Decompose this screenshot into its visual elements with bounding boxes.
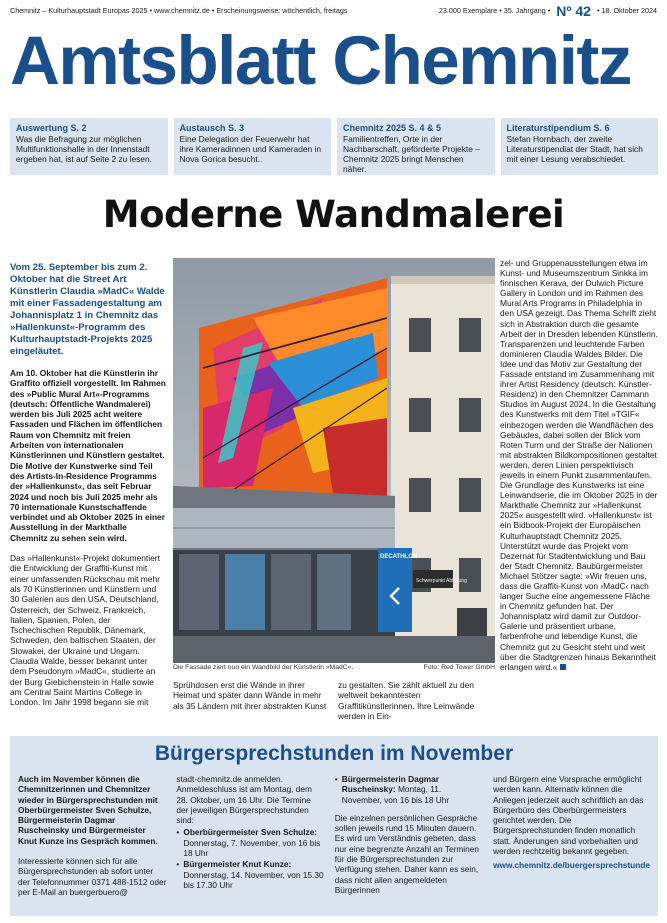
article-left-column [10, 262, 166, 708]
article-body-mid-2: zu gestalten. Sie zählt aktuell zu den weltweit bekanntesten Graffitikünstlerinnen. Ihre Leinwände werden in Ein- [338, 680, 475, 721]
top-info-right [438, 3, 657, 22]
citizen-hours-columns [18, 774, 650, 910]
top-info-left: Chemnitz – Kulturhauptstadt Europas 2025 • www.chemnitz.de • Erscheinungsweise: wöchentlich, freitags [10, 6, 348, 15]
copies-info: 23.000 Exemplare • 35. Jahrgang • [438, 6, 551, 15]
box-column-4 [493, 774, 650, 910]
box-intro: Auch im November können die Chemnitzerinnen und Chemnitzer wieder in Bürgersprechstunden mit Oberbürgermeister Sven Schulze, Bürgermeisterin Dagmar Ruscheinsky und Bürgermeister Knut Kunze ins Gespräch kommen. [18, 774, 158, 846]
box-text-2: stadt-chemnitz.de anmelden. Anmeldeschluss ist am Montag, dem 28. Oktober, um 16 Uhr. Die Termine der jeweiligen Bürgersprechstunden sind: [176, 774, 312, 826]
appointment-list [335, 774, 483, 805]
citizen-hours-link[interactable]: www.chemnitz.de/buergersprechstunde [493, 860, 650, 871]
box-column-3 [335, 774, 483, 910]
issue-number: Nº 42 [556, 3, 591, 19]
teaser-heading: Literaturstipendium S. 6 [506, 123, 610, 133]
masthead-title: Amtsblatt Chemnitz [10, 22, 631, 99]
teaser-text: Stefan Hornbach, der zweite Literaturstipendiat der Stadt, hat sich mit einer Lesung verabschiedet. [506, 134, 643, 164]
caption-text: Die Fassade ziert nun ein Wandbild der Künstlerin »MadC«. [173, 664, 354, 671]
article-lead: Vom 25. September bis zum 2. Oktober hat die Street Art Künstlerin Claudia »MadC« Walde mit einer Fassadengestaltung am Johannisplatz 1 in Chemnitz das »Hallenkunst«-Programm des Kulturhauptstadt-Projekts 2025 eingeläutet. [10, 262, 165, 357]
teaser-item[interactable] [10, 118, 168, 175]
box-text-1: Interessierte können sich für alle Bürgersprechstunden ab sofort unter der Telefonnummer 0371 488-1512 oder per E-Mail an buergerbuero@ [18, 856, 167, 897]
box-text-3: Die einzelnen persönlichen Gespräche sollen jeweils rund 15 Minuten dauern. Es wird um Verständnis gebeten, dass nur eine begrenzte Anzahl an Terminen für die Bürgersprechstunden zur Verfügung stehen. Daher kann es sein, dass nicht allen angemeldeten Bürgerinnen [334, 812, 479, 895]
store-sign-text: DECATHLON [380, 554, 418, 560]
article-right-column [500, 258, 658, 723]
article-headline: Moderne Wandmalerei [102, 193, 565, 236]
teaser-text: Was die Befragung zur möglichen Multifunktionshalle in der Innenstadt ergeben hat, ist auf Seite 2 zu lesen. [16, 134, 152, 164]
teaser-item[interactable] [337, 118, 495, 175]
teaser-item[interactable] [174, 118, 332, 175]
citizen-hours-box [10, 736, 658, 916]
mural-photo [173, 258, 495, 663]
box-column-2 [176, 774, 324, 910]
teaser-heading: Chemnitz 2025 S. 4 & 5 [343, 123, 442, 133]
mural-illustration [173, 258, 495, 663]
article-end-mark [560, 664, 566, 670]
list-item: • Oberbürgermeister Sven Schulze: Donnerstag, 7. November, von 16 bis 18 Uhr [176, 827, 324, 858]
teaser-heading: Auswertung S. 2 [16, 123, 87, 133]
article-body-left: Das »Hallenkunst«-Projekt dokumentiert die Entwicklung der Graffiti-Kunst mit einer umfassenden Rückschau mit mehr als 70 Künstlerinnen und Künstlern und 30 Galerien aus den USA, Deutschland, Österreich, der Schweiz, Frankreich, Italien, Spanien, Polen, der Tschechischen Republik, Dänemark, Schweden, den baltischen Staaten, der Slowakei, der Ukraine und Ungarn. Claudia Walde, besser bekannt unter dem Pseudonym »MadC«, studierte an der Burg Giebichenstein in Halle sowie am Central Saint Martins College in London. Im Jahr 1998 begann sie mit [10, 553, 160, 708]
teaser-text: Familientreffen, Orte in der Nachbarschaft, geförderte Projekte – Chemnitz 2025 bringt Menschen näher. [343, 134, 480, 174]
issue-date: • 18. Oktober 2024 [596, 6, 657, 15]
appointment-list [176, 827, 324, 890]
photo-credit: Foto: Red Tower GmbH [423, 664, 495, 671]
box-text-4: und Bürgern eine Vorsprache ermöglicht werden kann. Alternativ können die Anliegen jederzeit auch schriftlich an das Bürgerbüro des Oberbürgermeisters gerichtet werden. Die Bürgersprechstunden finden monatlich statt. Änderungen sind vorbehalten und werden rechtzeitig bekannt gegeben. [493, 774, 644, 857]
building-sign-text: Schwerpunkt Abteilung [416, 578, 467, 584]
article-intro: Am 10. Oktober hat die Künstlerin ihr Graffito offiziell vorgestellt. Im Rahmen des »Public Mural Art«-Programms (deutsch: Öffentliche Wandmalerei) werden bis Juli 2025 acht weitere Fassaden und Flächen im öffentlichen Raum von Chemnitz mit freien Arbeiten von internationalen Künstlerinnen und Künstlern gestaltet. Die Motive der Kunstwerke sind Teil des Artists-In-Residence Programms der »Hallenkunst«, das seit Februar 2024 und noch bis Juli 2025 mehr als 70 internationale Kunstschaffende verbindet und ab Oktober 2025 in einer Ausstellung in der Markthalle Chemnitz zu sehen sein wird. [10, 368, 166, 543]
box-column-1 [18, 774, 166, 910]
teaser-row [10, 118, 658, 175]
article-body-mid-1: Sprühdosen erst die Wände in ihrer Heimat und später dann Wände in mehr als 35 Ländern mit ihrer abstrakten Kunst [173, 680, 327, 711]
teaser-heading: Austausch S. 3 [179, 123, 245, 133]
article-middle-columns [173, 680, 495, 720]
list-item: • Bürgermeister Knut Kunze: Donnerstag, 14. November, von 15.30 bis 17.30 Uhr [176, 859, 324, 890]
teaser-item[interactable] [501, 118, 659, 175]
article-body-right: zel- und Gruppenausstellungen etwa im Kunst- und Museumszentrum Sinkka im finnischen Kerava, der Dulwich Picture Gallery in London und im Rahmen des Mural Arts Programs in Philadelphia in den USA gezeigt. Das Thema Schrift zieht sich in Abstraktion durch die gesamte Arbeit der in Dresden lebenden Künstlerin. Transparenzen und leuchtende Farben dominieren Claudia Waldes Bilder. Die Idee und das Motiv zur Gestaltung der Fassade entstand im Zusammenhang mit ihrer Artist Residency (deutsch: Künstler-Residenz) in den Chemnitzer Cammann Studios im August 2024. In die Gestaltung des Kunstwerks mit dem Titel »TGIF« einbezogen werden die Wandflächen des Gebäudes, dabei sollen der Blick vom Roten Turm und der Straße der Nationen mit abstrakten Bildkompositionen gestaltet werden, deren Linien perspektivisch jeweils in einem Punkt zusammenlaufen. Die Grundlage des Kunstwerks ist eine Leinwandserie, die im Oktober 2025 in der Markthalle Chemnitz zur »Hallenkunst 2025« ausgestellt wird. »Hallenkunst« ist ein Bidbook-Projekt der Europäischen Kulturhauptstadt Chemnitz 2025. Unterstützt wurde das Projekt vom Dezernat für Stadtentwicklung und Bau der Stadt Chemnitz. Baubürgermeister Michael Stötzer sagte: »Wir freuen uns, dass die Graffiti-Kunst von ›MadC‹ nach langer Suche eine angemessene Fläche in Chemnitz gefunden hat. Der Johannisplatz wird damit zur Outdoor-Galerie und präsentiert urbane, farbenfrohe und lebendige Kunst, die Chemnitz gut zu Gesicht steht und weit über die Stadtgrenzen hinaus Bekanntheit erlangen wird.« [500, 258, 658, 672]
top-info-line [10, 3, 657, 20]
photo-caption [173, 664, 495, 676]
teaser-text: Eine Delegation der Feuerwehr hat ihre Kameradinnen und Kameraden in Nova Gorica besucht.. [179, 134, 322, 164]
citizen-hours-title: Bürgersprechstunden im November [154, 742, 514, 765]
list-item: • Bürgermeisterin Dagmar Ruscheinsky: Montag, 11. November, von 16 bis 18 Uhr [335, 774, 483, 805]
